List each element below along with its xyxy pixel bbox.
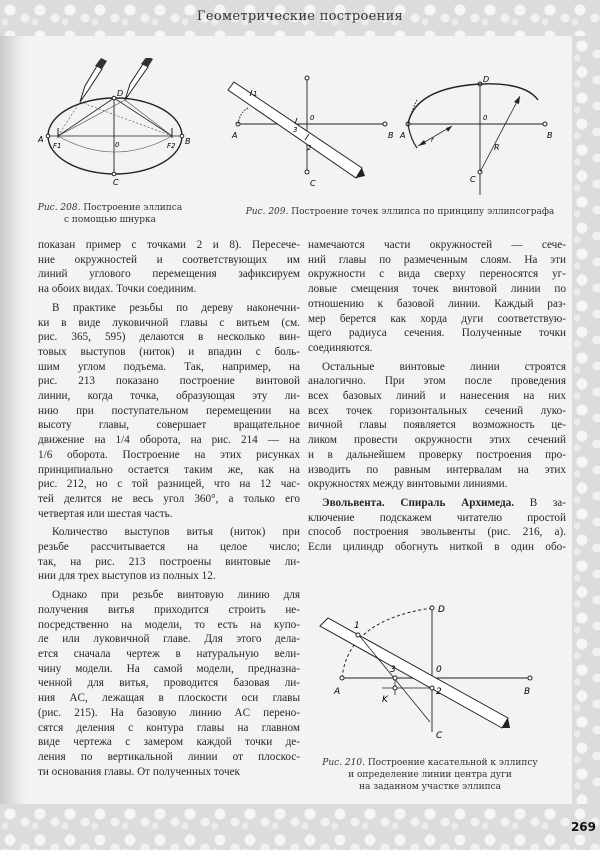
figure-209-ellipsograph <box>220 70 570 195</box>
text-line: получения витья приходится строить не- <box>38 603 300 616</box>
text-line: ле или луковичной главе. Для этого дела- <box>38 633 300 646</box>
text-line: ки в виде луковичной главы с витьем (см. <box>38 316 300 329</box>
text-line: Если цилиндр обогнуть ниткой в один обо- <box>308 541 566 554</box>
text-line: сятся деления с контура главы на главном <box>38 721 300 734</box>
text-line: отношению к базовой линии. Каждый раз- <box>308 297 566 310</box>
text-line: товых выступов (ниток) и впадин с боль- <box>38 345 300 358</box>
svg-text:B: B <box>547 131 553 140</box>
svg-text:1: 1 <box>354 621 360 631</box>
figure-208-ellipse-string <box>35 58 205 188</box>
text-line: изводить по равным интервалам на этих <box>308 463 566 476</box>
text-line: высоту главы, совершает вращательное <box>38 419 300 432</box>
text-line: ления по вертикальной линии от плоскос- <box>38 750 300 763</box>
running-head: Геометрические построения <box>196 9 404 24</box>
svg-text:D: D <box>483 75 490 84</box>
text-line: рис. 212, но с той разницей, что на 12 час- <box>38 478 300 491</box>
figure-210-tangent <box>318 590 538 740</box>
text-line: линии, когда точка, образующая эту ли- <box>38 390 300 403</box>
section-heading-line: Эвольвента. Спираль Архимеда. В за- <box>322 496 566 509</box>
text-line: вичной главы появляется возможность це- <box>308 419 566 432</box>
svg-text:C: C <box>113 178 119 187</box>
text-line: шим углом подъема. Так, например, на <box>38 360 300 373</box>
svg-text:K: K <box>382 695 388 705</box>
text-line: так, на рис. 213 построены винтовые ли- <box>38 555 300 568</box>
text-line: посредственно на модели, то есть на купо- <box>38 618 300 631</box>
section-heading: Эвольвента. Спираль Архимеда. <box>322 496 514 509</box>
text-line: аналогично. При этом после проведения <box>308 375 566 388</box>
text-line: чину модели. На самой модели, предназна- <box>38 662 300 675</box>
text-line: ний главы по размеченным слоям. На эти <box>308 253 566 266</box>
text-line: щего радиуса сечения. Полученные точки <box>308 327 566 340</box>
text-line: ние окружностей и соответствующих им <box>38 253 300 266</box>
text-line: тей делится не весь угол 360°, а только его <box>38 492 300 505</box>
figure-208-caption: Рис. 208. Построение эллипса с помощью шнурка <box>37 203 183 225</box>
text-line: ключение подскажем читателю простой <box>308 511 566 524</box>
text-line: В практике резьбы по дереву наконечни- <box>52 301 300 314</box>
text-line: ется сначала чертеж в натуральную вели- <box>38 647 300 660</box>
figure-210-caption: Рис. 210. Построение касательной к эллипсу и определение линии центра дуги на заданном участке эллипса <box>322 758 538 792</box>
figure-209-caption: Рис. 209. Построение точек эллипса по принципу эллипсографа <box>245 207 555 217</box>
text-line: принципиально остается таким же, как на <box>38 463 300 476</box>
lace-border-right <box>572 36 600 804</box>
svg-text:0: 0 <box>310 114 315 122</box>
svg-text:A: A <box>38 135 44 144</box>
page-number: 269 <box>570 820 596 834</box>
svg-text:0: 0 <box>436 665 442 675</box>
text-line: окружности с вида сверху переносятся уг- <box>308 268 566 281</box>
text-line: всех точек горизонтальных сечений луко- <box>308 404 566 417</box>
lace-border-bottom <box>0 804 600 850</box>
svg-text:A: A <box>400 131 406 140</box>
svg-text:C: C <box>310 179 316 188</box>
svg-text:R: R <box>494 143 500 152</box>
left-text-column <box>38 238 300 779</box>
text-line: намечаются части окружностей — сече- <box>308 239 566 251</box>
svg-text:D: D <box>117 89 124 98</box>
text-line: виде чертежа с замером каждой точки де- <box>38 736 300 749</box>
svg-text:2: 2 <box>307 144 312 152</box>
text-line: ловые смещения точек винтовой линии по <box>308 283 566 296</box>
text-line: на обоих видах. Точки соединим. <box>38 283 197 296</box>
text-line: ния AC, лежащая в плоскости оси главы <box>38 692 300 705</box>
svg-text:F1: F1 <box>53 142 62 150</box>
svg-text:0: 0 <box>115 141 120 149</box>
text-line: резьбе рассчитывается на целое число; <box>38 541 300 554</box>
right-text-column <box>308 238 566 555</box>
pencil-icon <box>125 58 153 100</box>
text-line: всех базовых линий и нанесения на них <box>308 390 566 403</box>
svg-text:F2: F2 <box>167 142 176 150</box>
text-line: четвертая или шестая часть. <box>38 507 173 520</box>
text-line: ликом провести окружности этих сечений <box>308 434 566 447</box>
text-line: и в дальнейшем проверку построения про- <box>308 448 566 461</box>
svg-text:B: B <box>524 687 531 697</box>
pencil-icon <box>80 58 107 102</box>
svg-text:A: A <box>232 131 238 140</box>
svg-text:B: B <box>185 137 191 146</box>
text-line: нию при поступательном перемещении на <box>38 404 300 417</box>
text-line: Количество выступов витья (ниток) при <box>52 526 300 539</box>
svg-text:C: C <box>470 175 476 184</box>
svg-text:B: B <box>388 131 394 140</box>
text-line: рис. 213 показано построение винтовой <box>38 375 300 388</box>
text-line: ти основания главы. От полученных точек <box>38 765 240 778</box>
text-line: движение на 1/4 оборота, на рис. 214 — на <box>38 434 300 447</box>
svg-text:A: A <box>334 687 341 697</box>
text-line: показан пример с точками 2 и 8). Пересече- <box>38 239 300 251</box>
svg-text:0: 0 <box>483 114 488 122</box>
svg-text:r: r <box>431 136 434 144</box>
svg-text:C: C <box>436 731 443 740</box>
text-line: Однако при резьбе винтовую линию для <box>52 589 300 602</box>
text-line: мер берется как хорда дуги соответствую- <box>308 312 566 325</box>
svg-text:2: 2 <box>436 687 442 697</box>
svg-text:1: 1 <box>253 90 258 98</box>
text-line: рис. 365, 595) делаются в несколько вин- <box>38 331 300 344</box>
text-line: Остальные винтовые линии строятся <box>322 360 566 373</box>
text-line: 1/6 оборота. Построение на этих рисунках <box>38 448 300 461</box>
svg-text:3: 3 <box>293 126 298 134</box>
text-line: нии для трех выступов из полных 12. <box>38 570 216 583</box>
text-line: способ построения эвольвенты (рис. 216, а). <box>308 526 566 539</box>
svg-text:3: 3 <box>390 665 396 675</box>
svg-text:D: D <box>438 605 445 615</box>
text-line: окружностях между винтовыми линиями. <box>308 478 508 491</box>
text-line: (рис. 215). На базовую линию AC перено- <box>38 706 300 719</box>
text-line: линий углового перемещения зафиксируем <box>38 268 300 281</box>
text-line: соединяются. <box>308 341 373 354</box>
page-gutter-shadow <box>0 0 30 850</box>
text-line: ченной для витья, проводится базовая ли- <box>38 677 300 690</box>
